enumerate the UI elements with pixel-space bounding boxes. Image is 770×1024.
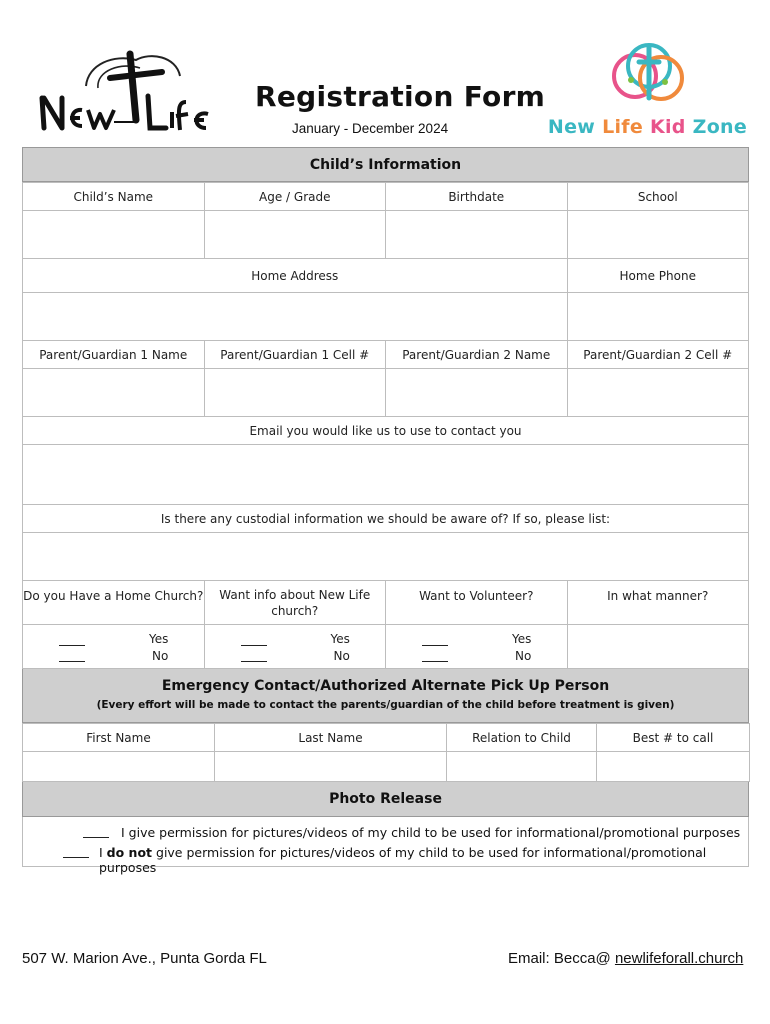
guardian-1-name-field[interactable]	[23, 369, 205, 417]
guardian-2-name-label: Parent/Guardian 2 Name	[386, 341, 568, 369]
home-address-label: Home Address	[23, 259, 568, 293]
photo-permit-text: I give permission for pictures/videos of my child to be used for informational/promotional purposes	[121, 825, 741, 840]
volunteer-yes-label: Yes	[512, 632, 532, 646]
last-name-label: Last Name	[215, 724, 447, 752]
age-grade-field[interactable]	[204, 211, 386, 259]
school-field[interactable]	[567, 211, 749, 259]
best-number-field[interactable]	[597, 752, 750, 782]
child-info-table	[22, 182, 749, 669]
guardian-1-name-label: Parent/Guardian 1 Name	[23, 341, 205, 369]
home-phone-label: Home Phone	[567, 259, 749, 293]
new-life-info-answer	[204, 625, 386, 669]
new-life-info-yes-blank[interactable]	[241, 645, 267, 646]
home-church-answer	[23, 625, 205, 669]
home-phone-field[interactable]	[567, 293, 749, 341]
volunteer-no-blank[interactable]	[422, 661, 448, 662]
birthdate-label: Birthdate	[386, 183, 568, 211]
home-church-no-label: No	[152, 649, 169, 663]
home-church-question: Do you Have a Home Church?	[23, 581, 205, 625]
child-info-heading: Child’s Information	[22, 147, 749, 182]
best-number-label: Best # to call	[597, 724, 750, 752]
emergency-table	[22, 723, 750, 782]
kid-zone-logo	[545, 42, 750, 147]
volunteer-answer	[386, 625, 568, 669]
birthdate-field[interactable]	[386, 211, 568, 259]
kid-zone-wordmark: New Life Kid Zone	[547, 116, 748, 138]
new-life-logo-graphic	[38, 50, 218, 140]
footer-address: 507 W. Marion Ave., Punta Gorda FL	[22, 950, 267, 967]
first-name-field[interactable]	[23, 752, 215, 782]
footer-email	[508, 950, 743, 967]
age-grade-label: Age / Grade	[204, 183, 386, 211]
guardian-2-cell-label: Parent/Guardian 2 Cell #	[567, 341, 749, 369]
new-life-info-no-blank[interactable]	[241, 661, 267, 662]
page-title: Registration Form	[255, 80, 546, 113]
child-name-field[interactable]	[23, 211, 205, 259]
photo-deny-prefix: I	[99, 845, 107, 860]
relation-label: Relation to Child	[447, 724, 597, 752]
photo-deny-text	[99, 845, 748, 875]
child-name-label: Child’s Name	[23, 183, 205, 211]
manner-field[interactable]	[567, 625, 749, 669]
emergency-note: (Every effort will be made to contact the parents/guardian of the child before treatment is given)	[96, 699, 675, 711]
new-life-logo	[38, 50, 218, 140]
registration-form	[22, 147, 749, 875]
guardian-1-cell-field[interactable]	[204, 369, 386, 417]
volunteer-question: Want to Volunteer?	[386, 581, 568, 625]
home-church-yes-label: Yes	[149, 632, 169, 646]
first-name-label: First Name	[23, 724, 215, 752]
email-label: Email you would like us to use to contact you	[23, 417, 749, 445]
volunteer-no-label: No	[515, 649, 532, 663]
guardian-1-cell-label: Parent/Guardian 1 Cell #	[204, 341, 386, 369]
guardian-2-cell-field[interactable]	[567, 369, 749, 417]
volunteer-yes-blank[interactable]	[422, 645, 448, 646]
home-church-no-blank[interactable]	[59, 661, 85, 662]
guardian-2-name-field[interactable]	[386, 369, 568, 417]
photo-release-heading: Photo Release	[22, 782, 749, 817]
new-life-info-no-label: No	[333, 649, 350, 663]
photo-release-options	[22, 817, 749, 875]
photo-deny-emphasis: do not	[106, 845, 153, 860]
last-name-field[interactable]	[215, 752, 447, 782]
email-field[interactable]	[23, 445, 749, 505]
new-life-info-yes-label: Yes	[330, 632, 350, 646]
manner-question: In what manner?	[567, 581, 749, 625]
home-address-field[interactable]	[23, 293, 568, 341]
custodial-label: Is there any custodial information we should be aware of? If so, please list:	[23, 505, 749, 533]
kid-zone-logo-graphic	[545, 42, 750, 114]
custodial-field[interactable]	[23, 533, 749, 581]
relation-field[interactable]	[447, 752, 597, 782]
footer-email-prefix: Email: Becca@	[508, 950, 615, 967]
date-range: January - December 2024	[292, 121, 449, 136]
emergency-heading-band	[22, 669, 749, 723]
photo-permit-blank[interactable]	[83, 837, 109, 838]
photo-deny-blank[interactable]	[63, 857, 89, 858]
school-label: School	[567, 183, 749, 211]
email-link[interactable]: newlifeforall.church	[614, 950, 744, 967]
new-life-info-question: Want info about New Life church?	[204, 581, 386, 625]
home-church-yes-blank[interactable]	[59, 645, 85, 646]
photo-deny-suffix: give permission for pictures/videos of my child to be used for informational/promotional purposes	[99, 845, 707, 875]
emergency-heading: Emergency Contact/Authorized Alternate Pick Up Person	[161, 678, 610, 694]
